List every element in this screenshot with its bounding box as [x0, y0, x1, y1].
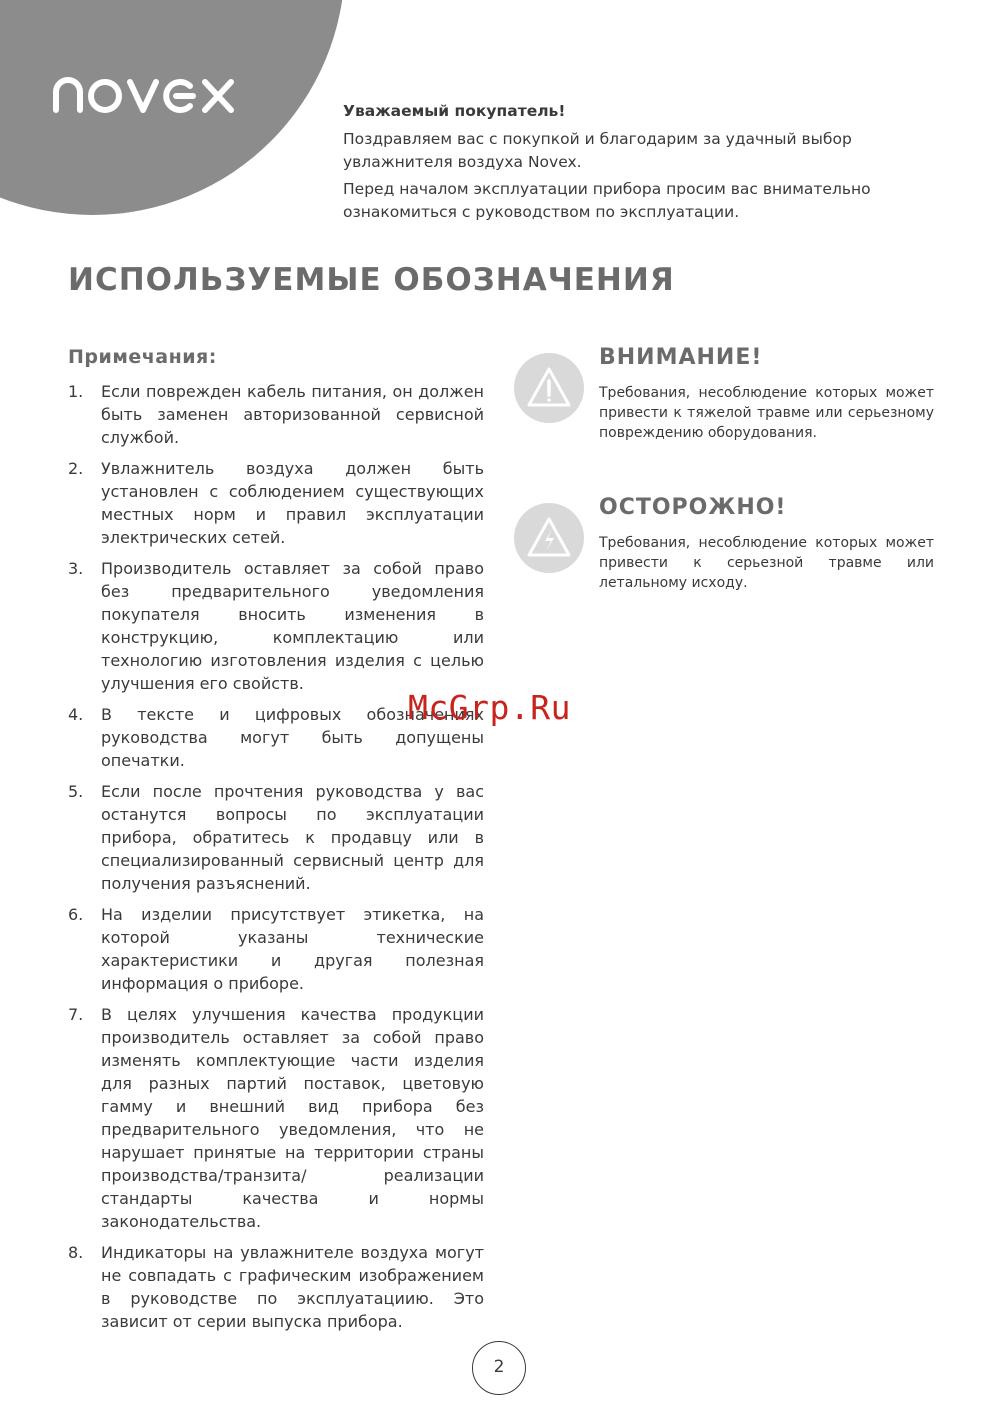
note-item: [68, 380, 484, 449]
note-text: Увлажнитель воздуха должен быть установлен с соблюдением существующих местных норм и правил эксплуатации электрических сетей.: [101, 459, 484, 547]
note-number: 6.: [68, 905, 84, 924]
novex-logo: [50, 62, 255, 124]
note-number: 3.: [68, 559, 84, 578]
note-number: 4.: [68, 705, 84, 724]
greeting: Уважаемый покупатель!: [343, 102, 566, 120]
note-text: Индикаторы на увлажнителе воздуха могут не совпадать с графическим изображением в руководстве по эксплуатациию. Это зависит от серии выпуска прибора.: [101, 1243, 484, 1331]
watermark: McGrp.Ru: [408, 688, 571, 727]
note-item: [68, 1241, 484, 1333]
high-voltage-icon: [514, 503, 584, 573]
note-item: [68, 780, 484, 895]
warning-exclamation-icon: [514, 353, 584, 423]
notes-section: [68, 346, 484, 1341]
note-number: 1.: [68, 382, 84, 401]
note-text: Производитель оставляет за собой право без предварительного уведомления покупателя вносить изменения в конструкцию, комплектацию или технологию изготовления изделия с целью улучшения его свойств.: [101, 559, 484, 693]
note-number: 7.: [68, 1005, 84, 1024]
intro-block: [343, 100, 953, 228]
note-text: В целях улучшения качества продукции производитель оставляет за собой право изменять комплектующие части изделия для разных партий поставок, цветовую гамму и внешний вид прибора без предварительного уведомления, что не нарушает принятые на территории страны производства/транзита/ реализации стандарты качества и нормы законодательства.: [101, 1005, 484, 1231]
notes-list: [68, 380, 484, 1333]
note-text: Если поврежден кабель питания, он должен быть заменен авторизованной сервисной службой.: [101, 382, 484, 447]
note-item: [68, 457, 484, 549]
intro-paragraph-1: Поздравляем вас с покупкой и благодарим за удачный выбор увлажнителя воздуха Novex.: [343, 130, 852, 171]
note-number: 5.: [68, 782, 84, 801]
caution-text: Требования, несоблюдение которых может привести к серьезной травме или летальному исходу.: [599, 535, 934, 591]
note-number: 2.: [68, 459, 84, 478]
attention-title: ВНИМАНИЕ!: [599, 345, 763, 370]
page-number: 2: [472, 1341, 526, 1395]
note-number: 8.: [68, 1243, 84, 1262]
note-item: [68, 1003, 484, 1233]
note-text: В тексте и цифровых обозначениях руководства могут быть допущены опечатки.: [101, 705, 484, 770]
note-text: Если после прочтения руководства у вас останутся вопросы по эксплуатации прибора, обратитесь к продавцу или в специализированный сервисный центр для получения разъяснений.: [101, 782, 484, 893]
caution-title: ОСТОРОЖНО!: [599, 495, 787, 520]
note-item: [68, 903, 484, 995]
attention-text: Требования, несоблюдение которых может привести к тяжелой травме или серьезному повреждению оборудования.: [599, 385, 934, 441]
notes-heading: Примечания:: [68, 346, 217, 368]
note-text: На изделии присутствует этикетка, на которой указаны технические характеристики и другая полезная информация о приборе.: [101, 905, 484, 993]
intro-paragraph-2: Перед началом эксплуатации прибора просим вас внимательно ознакомиться с руководством по эксплуатации.: [343, 180, 871, 221]
section-title: ИСПОЛЬЗУЕМЫЕ ОБОЗНАЧЕНИЯ: [68, 262, 675, 298]
note-item: [68, 557, 484, 695]
